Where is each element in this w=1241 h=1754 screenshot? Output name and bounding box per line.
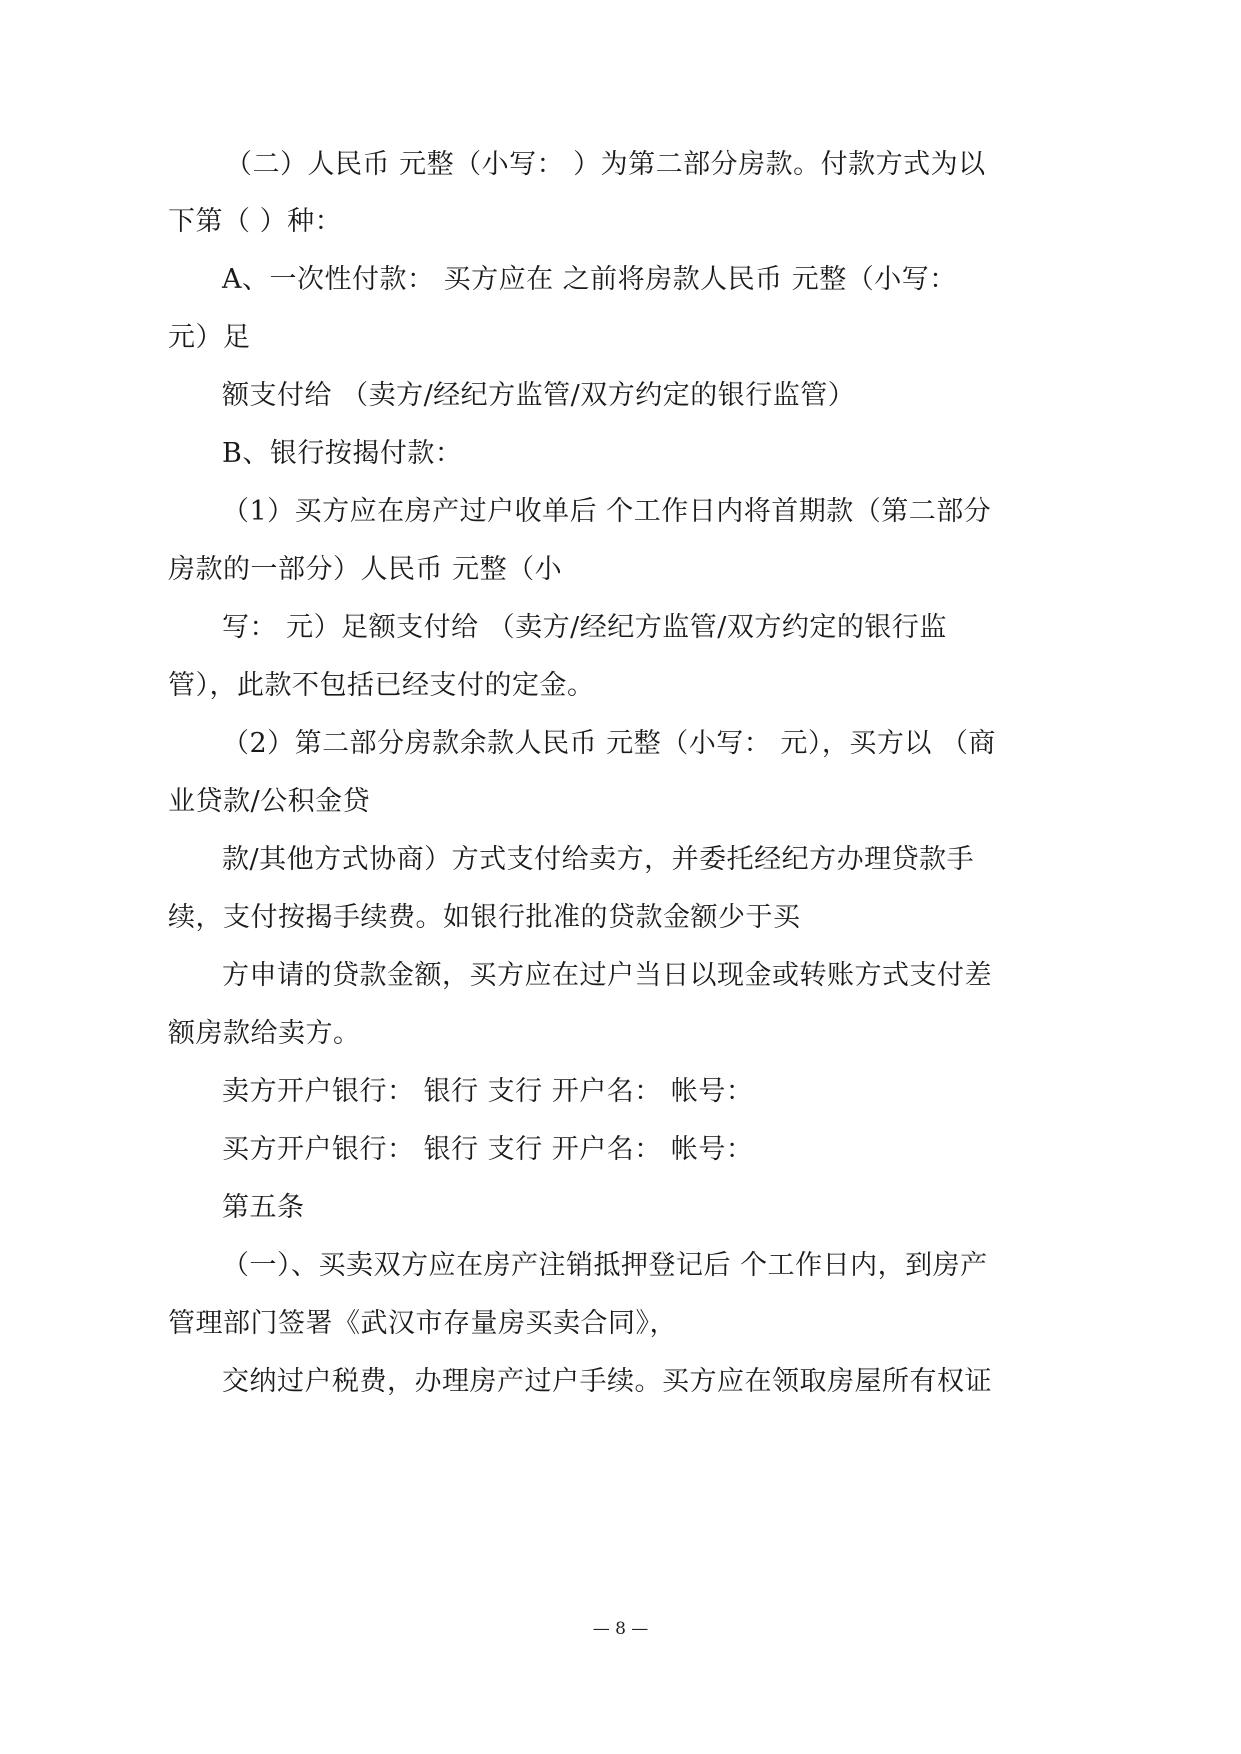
text-line: 写： 元）足额支付给 （卖方/经纪方监管/双方约定的银行监: [222, 612, 947, 643]
text-line: 额支付给 （卖方/经纪方监管/双方约定的银行监管）: [222, 380, 856, 411]
text-line: 下第（ ）种：: [168, 206, 343, 237]
text-line: （二）人民币 元整（小写： ）为第二部分房款。付款方式为以: [225, 149, 986, 180]
text-line: （1）买方应在房产过户收单后 个工作日内将首期款（第二部分: [222, 496, 992, 527]
text-line: 交纳过户税费，办理房产过户手续。买方应在领取房屋所有权证: [222, 1366, 992, 1397]
text-line: 管理部门签署《武汉市存量房买卖合同》，: [168, 1308, 677, 1339]
text-line: 房款的一部分）人民币 元整（小: [168, 554, 563, 585]
text-line: 买方开户银行： 银行 支行 开户名： 帐号：: [222, 1134, 754, 1165]
text-line: 款/其他方式协商）方式支付给卖方，并委托经纪方办理贷款手: [222, 844, 975, 875]
text-line: 元）足: [168, 322, 251, 353]
text-line: 方申请的贷款金额，买方应在过户当日以现金或转账方式支付差: [222, 960, 992, 991]
text-line: 第五条: [222, 1192, 305, 1223]
text-line: 业贷款/公积金贷: [168, 786, 371, 817]
text-line: 续，支付按揭手续费。如银行批准的贷款金额少于买: [168, 902, 801, 933]
text-line: 额房款给卖方。: [168, 1018, 361, 1049]
text-line: （2）第二部分房款余款人民币 元整（小写： 元），买方以 （商: [222, 728, 996, 759]
text-line: 卖方开户银行： 银行 支行 开户名： 帐号：: [222, 1076, 754, 1107]
text-line: （一）、买卖双方应在房产注销抵押登记后 个工作日内，到房产: [222, 1250, 988, 1281]
text-line: A、一次性付款： 买方应在 之前将房款人民币 元整（小写：: [222, 264, 957, 295]
text-line: B、银行按揭付款：: [222, 438, 463, 469]
text-line: 管），此款不包括已经支付的定金。: [168, 670, 595, 701]
page-number: — 8 —: [592, 1619, 649, 1639]
